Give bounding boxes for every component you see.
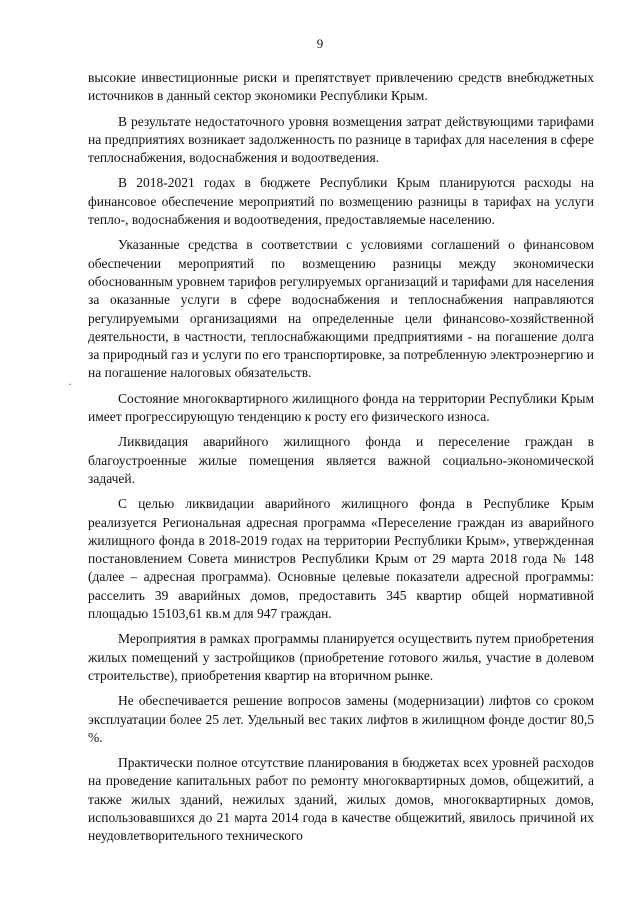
page-number: 9 — [316, 36, 324, 51]
paragraph: Указанные средства в соответствии с условиями соглашений о финансовом обеспечении мероприятий по возмещению разницы между экономически обоснованным уровнем тарифов регулируемых организаций и тарифами для населения за оказанные услуги в сфере водоснабжения и теплоснабжения направляются регулируемыми организациями на определенные цели финансово-хозяйственной деятельности, в частности, теплоснабжающими предприятиями - на погашение долга за природный газ и услуги по его транспортировке, за потребленную электроэнергию и на погашение налоговых обязательств. — [88, 237, 594, 381]
paragraph: Состояние многоквартирного жилищного фонда на территории Республики Крым имеет прогрессирующую тенденцию к росту его физического износа. — [88, 390, 594, 425]
paragraph: В результате недостаточного уровня возмещения затрат действующими тарифами на предприятиях возникает задолженность по разнице в тарифах для населения в сфере теплоснабжения, водоснабжения и водоотведения. — [88, 113, 594, 166]
paragraph: Практически полное отсутствие планирования в бюджетах всех уровней расходов на проведение капитальных работ по ремонту многоквартирных домов, общежитий, а также жилых зданий, нежилых зданий, жилых домов, многоквартирных домов, использовавшихся до 21 марта 2014 года в качестве общежитий, явилось причиной их неудовлетворительного технического — [88, 755, 594, 844]
paragraph: В 2018-2021 годах в бюджете Республики Крым планируются расходы на финансовое обеспечение мероприятий по возмещению разницы в тарифах на услуги тепло-, водоснабжения и водоотведения, предоставляемые населению. — [88, 175, 594, 228]
paragraph: Мероприятия в рамках программы планируется осуществить путем приобретения жилых помещений у застройщиков (приобретение готового жилья, участие в долевом строительстве), приобретения квартир на вторичном рынке. — [88, 631, 594, 683]
paragraph-continued: высокие инвестиционные риски и препятствует привлечению средств внебюджетных источников в данный сектор экономики Республики Крым. — [88, 70, 594, 104]
paragraph: С целью ликвидации аварийного жилищного фонда в Республике Крым реализуется Региональная адресная программа «Переселение граждан из аварийного жилищного фонда в 2018-2019 годах на территории Республики Крым», утвержденная постановлением Совета министров Республики Крым от 29 марта 2018 года № 148 (далее – адресная программа). Основные целевые показатели адресной программы: расселить 39 аварийных домов, предоставить 345 квартир общей нормативной площадью 15103,61 кв.м для 947 граждан. — [88, 496, 594, 622]
paragraph: Ликвидация аварийного жилищного фонда и переселение граждан в благоустроенные жилые помещения является важной социально-экономической задачей. — [88, 434, 594, 486]
paragraph: Не обеспечивается решение вопросов замены (модернизации) лифтов со сроком эксплуатации более 25 лет. Удельный вес таких лифтов в жилищном фонде достиг 80,5 %. — [88, 693, 594, 745]
document-body — [88, 69, 594, 853]
margin-dot-mark: · — [68, 377, 72, 391]
